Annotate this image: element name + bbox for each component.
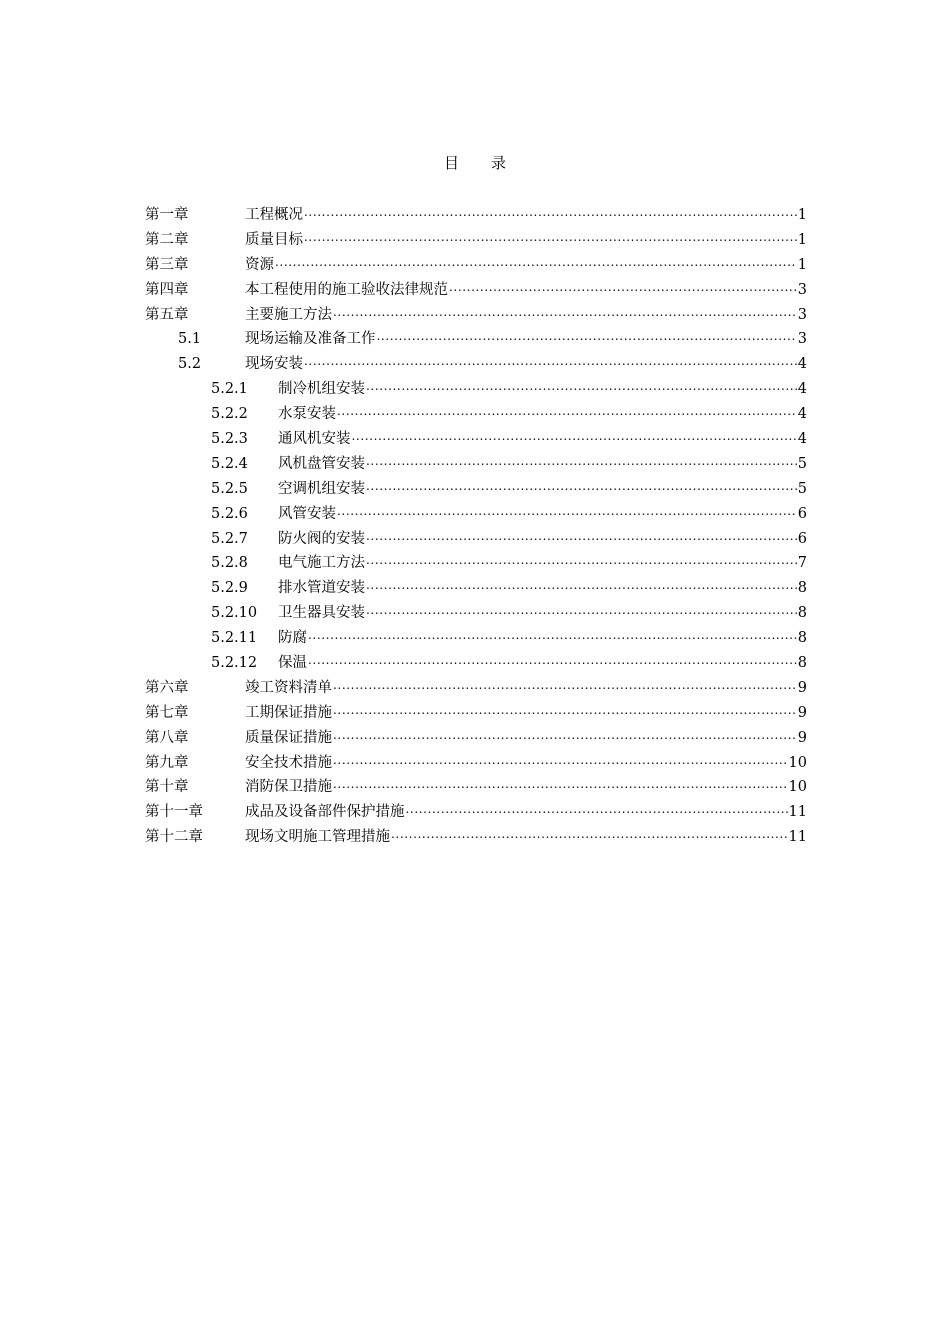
toc-dot-leader [337,399,797,424]
toc-entry-page-number: 1 [797,207,807,223]
toc-dot-leader [366,449,797,474]
toc-entry-page-number: 1 [797,256,807,273]
toc-entry-label: 安全技术措施 [245,754,332,771]
toc-entry-label: 排水管道安装 [278,580,365,597]
toc-entry-label: 现场安装 [245,356,303,373]
toc-dot-leader [333,300,797,325]
toc-dot-leader [333,748,788,773]
toc-dot-leader [308,648,797,673]
table-of-contents [145,203,807,850]
toc-entry-number: 5.1 [178,331,202,348]
toc-entry-number: 第十章 [145,779,189,796]
toc-entry-number: 5.2.8 [211,555,248,572]
toc-dot-leader [366,598,797,623]
toc-entry-number: 5.2.3 [211,431,248,448]
toc-entry-number: 5.2.5 [211,480,248,497]
toc-entry-number: 第一章 [145,207,189,223]
toc-entry-number: 第十二章 [145,829,203,846]
toc-dot-leader [366,474,797,499]
toc-entry-label: 现场运输及准备工作 [245,331,376,348]
toc-dot-leader [366,374,797,399]
toc-entry-number: 5.2.10 [211,605,258,622]
toc-entry-number: 5.2.12 [211,655,258,672]
toc-entry-page-number: 9 [797,729,807,746]
toc-entry-number: 第八章 [145,729,189,746]
toc-entry-page-number: 1 [797,231,807,248]
toc-entry-label: 现场文明施工管理措施 [245,829,390,846]
toc-entry-page-number: 11 [788,804,807,821]
toc-title-right: 录 [491,154,507,172]
toc-entry-label: 竣工资料清单 [245,679,332,696]
toc-entry-page-number: 4 [797,406,807,423]
toc-dot-leader [275,250,797,275]
toc-entry-number: 第五章 [145,306,189,323]
toc-dot-leader [333,772,788,797]
toc-dot-leader [366,573,797,598]
toc-dot-leader [377,324,797,349]
toc-entry-page-number: 4 [797,381,807,398]
toc-entry-label: 空调机组安装 [278,480,365,497]
toc-title [0,152,950,173]
toc-entry-label: 质量保证措施 [245,729,332,746]
toc-entry-label: 工期保证措施 [245,704,332,721]
toc-entry-page-number: 9 [797,679,807,696]
toc-entry-label: 通风机安装 [278,431,351,448]
toc-dot-leader [406,797,788,822]
toc-entry-number: 第二章 [145,231,189,248]
toc-dot-leader [304,200,797,225]
toc-entry-number: 第三章 [145,256,189,273]
toc-entry-page-number: 5 [797,455,807,472]
toc-entry-page-number: 8 [797,655,807,672]
toc-dot-leader [449,275,797,300]
toc-entry-number: 5.2.4 [211,455,248,472]
toc-entry-number: 5.2.6 [211,505,248,522]
toc-entry[interactable] [145,825,807,850]
toc-dot-leader [333,698,797,723]
toc-dot-leader [304,225,797,250]
toc-entry-page-number: 8 [797,580,807,597]
toc-entry-page-number: 8 [797,605,807,622]
toc-entry-number: 第六章 [145,679,189,696]
toc-entry-page-number: 9 [797,704,807,721]
toc-title-left: 目 [443,154,459,172]
toc-entry-page-number: 10 [788,754,807,771]
toc-dot-leader [352,424,797,449]
toc-entry-number: 5.2 [178,356,202,373]
toc-entry-page-number: 10 [788,779,807,796]
toc-entry-page-number: 4 [797,431,807,448]
toc-dot-leader [333,723,797,748]
toc-entry-number: 第四章 [145,281,189,298]
toc-entry-page-number: 6 [797,530,807,547]
toc-dot-leader [391,822,788,847]
toc-entry-label: 资源 [245,256,274,273]
toc-entry-label: 制冷机组安装 [278,381,365,398]
toc-entry-label: 工程概况 [245,207,303,223]
toc-entry-number: 第十一章 [145,804,203,821]
toc-entry-label: 电气施工方法 [278,555,365,572]
toc-entry-number: 5.2.11 [211,630,258,647]
toc-entry-label: 主要施工方法 [245,306,332,323]
toc-entry-page-number: 8 [797,630,807,647]
toc-entry-page-number: 5 [797,480,807,497]
toc-entry-label: 本工程使用的施工验收法律规范 [245,281,448,298]
toc-entry-page-number: 11 [788,829,807,846]
toc-entry-number: 5.2.7 [211,530,248,547]
toc-entry-number: 5.2.1 [211,381,248,398]
toc-entry-label: 防腐 [278,630,307,647]
toc-entry-page-number: 3 [797,331,807,348]
toc-entry-page-number: 7 [797,555,807,572]
toc-entry-label: 成品及设备部件保护措施 [245,804,405,821]
toc-entry-label: 风管安装 [278,505,336,522]
toc-dot-leader [308,623,797,648]
toc-entry-page-number: 3 [797,306,807,323]
toc-dot-leader [366,524,797,549]
toc-entry-number: 5.2.2 [211,406,248,423]
toc-entry-page-number: 3 [797,281,807,298]
toc-entry-label: 保温 [278,655,307,672]
toc-dot-leader [333,673,797,698]
toc-entry-label: 风机盘管安装 [278,455,365,472]
toc-entry-page-number: 4 [797,356,807,373]
toc-entry-label: 水泵安装 [278,406,336,423]
toc-dot-leader [337,499,797,524]
toc-entry-label: 消防保卫措施 [245,779,332,796]
toc-entry-number: 5.2.9 [211,580,248,597]
toc-entry-number: 第九章 [145,754,189,771]
toc-entry-number: 第七章 [145,704,189,721]
toc-dot-leader [366,548,797,573]
toc-entry-page-number: 6 [797,505,807,522]
toc-entry-label: 卫生器具安装 [278,605,365,622]
toc-entry-label: 防火阀的安装 [278,530,365,547]
toc-entry-label: 质量目标 [245,231,303,248]
toc-dot-leader [304,349,797,374]
